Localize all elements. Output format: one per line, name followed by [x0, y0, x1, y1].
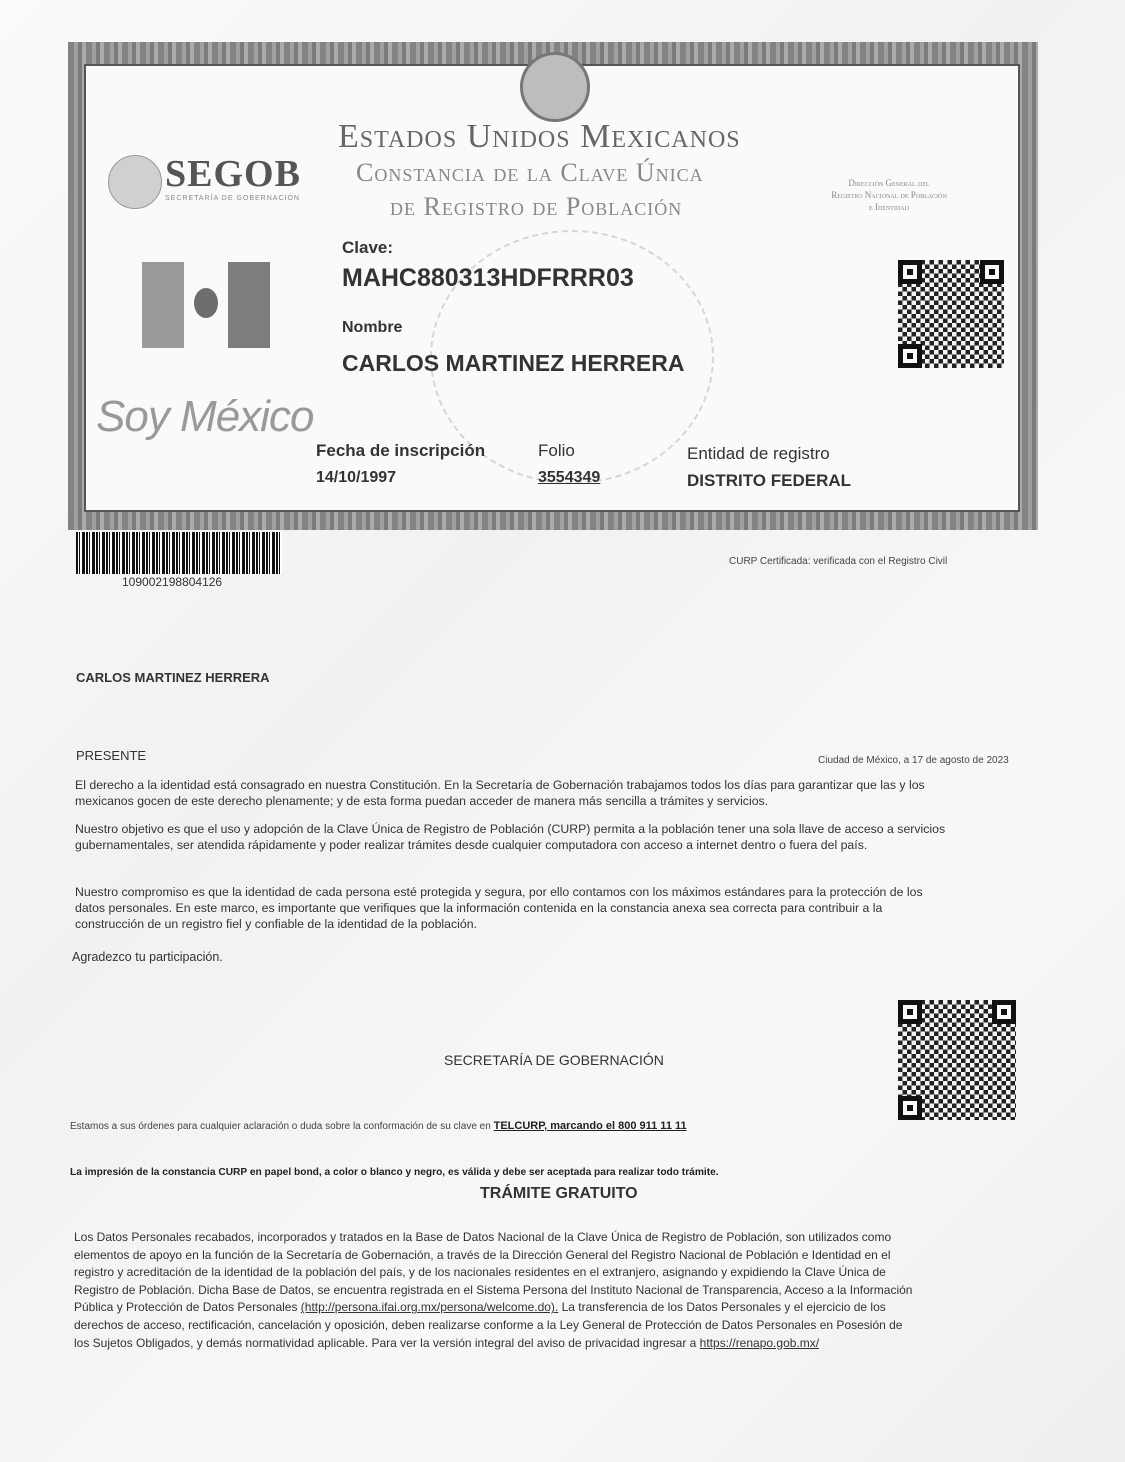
folio-value: 3554349	[538, 469, 601, 486]
privacy-notice	[74, 1229, 1052, 1352]
letter-paragraph-3	[75, 884, 1050, 932]
dgrn-label	[784, 177, 994, 213]
ifai-link[interactable]: (http://persona.ifai.org.mx/persona/welcome.do).	[300, 1300, 559, 1315]
nombre-label: Nombre	[342, 319, 403, 336]
barcode-icon	[76, 532, 282, 574]
barcode-number: 109002198804126	[122, 575, 223, 589]
privacy-line3: registro y acreditación de la identidad de la población del país, y de los nacionales residentes en el extranjero, asignando y expidiendo la Clave Única de	[74, 1265, 886, 1280]
eagle-emblem-icon	[108, 155, 162, 209]
entidad-label: Entidad de registro	[687, 444, 830, 463]
folio-label: Folio	[538, 441, 575, 460]
para3-line2: datos personales. En este marco, es importante que verifiques que la información contenida en la constancia anexa sea correcta para contribuir a la	[75, 901, 883, 915]
letter-signature: SECRETARÍA DE GOBERNACIÓN	[444, 1052, 664, 1068]
privacy-line5-post: La transferencia de los Datos Personales y el ejercicio de los	[558, 1300, 886, 1315]
para1-line1: El derecho a la identidad está consagrado en nuestra Constitución. En la Secretaría de Gobernación trabajamos todos los días para garantizar que las y los	[75, 778, 925, 792]
dgrn-line2: Registro Nacional de Población	[831, 190, 947, 200]
letter-presente: PRESENTE	[76, 748, 147, 763]
privacy-line7-pre: los Sujetos Obligados, y demás normatividad aplicable. Para ver la versión integral del aviso de privacidad ingresar a	[74, 1335, 700, 1350]
letter-recipient: CARLOS MARTINEZ HERRERA	[76, 670, 270, 685]
telcurp-note	[70, 1120, 687, 1132]
entidad-value: DISTRITO FEDERAL	[687, 471, 852, 490]
soy-mexico-slogan: Soy México	[96, 392, 314, 441]
fecha-label: Fecha de inscripción	[316, 441, 486, 460]
mexican-flag-icon	[142, 262, 270, 348]
validity-note: La impresión de la constancia CURP en papel bond, a color o blanco y negro, es válida y debe ser aceptada para realizar todo trámite.	[70, 1167, 719, 1178]
document-title-line2: de Registro de Población	[390, 192, 683, 221]
renapo-link[interactable]: https://renapo.gob.mx/	[699, 1335, 820, 1350]
para2-line2: gubernamentales, ser atendida rápidamente y poder realizar trámites desde cualquier computadora con acceso a internet dentro o fuera del país.	[75, 838, 868, 852]
segob-logo: SEGOB	[165, 153, 301, 195]
qr-code-icon	[898, 260, 1004, 368]
telcurp-phone: TELCURP, marcando el 800 911 11 11	[493, 1120, 687, 1132]
letter-paragraph-2	[75, 821, 1050, 853]
nombre-value: CARLOS MARTINEZ HERRERA	[342, 350, 685, 376]
free-procedure-label: TRÁMITE GRATUITO	[480, 1185, 638, 1202]
privacy-line4: Registro de Población. Dicha Base de Datos, se encuentra registrada en el Sistema Persona del Instituto Nacional de Transparencia, Acceso a la Información	[74, 1282, 913, 1297]
privacy-line5-pre: Pública y Protección de Datos Personales	[74, 1300, 301, 1315]
national-seal-icon	[520, 52, 590, 122]
privacy-line2: elementos de apoyo en la función de la Secretaría de Gobernación, a través de la Dirección General del Registro Nacional de Población e Identidad en el	[74, 1247, 891, 1262]
para1-line2: mexicanos gocen de este derecho plenamente; y de esta forma puedan acceder de manera más sencilla a trámites y servicios.	[75, 794, 769, 808]
para3-line3: construcción de un registro fiel y confiable de la identidad de la población.	[75, 917, 477, 931]
document-title-line1: Constancia de la Clave Única	[356, 158, 704, 187]
privacy-line1: Los Datos Personales recabados, incorporados y tratados en la Base de Datos Nacional de la Clave Única de Registro de Población, son utilizados como	[74, 1230, 892, 1244]
dgrn-line3: e Identidad	[869, 202, 909, 212]
letter-thanks: Agradezco tu participación.	[72, 950, 223, 964]
qr-code-secondary-icon	[898, 1000, 1016, 1120]
segob-logo-subtitle: SECRETARÍA DE GOBERNACIÓN	[165, 195, 300, 202]
letter-place-date: Ciudad de México, a 17 de agosto de 2023	[818, 755, 1009, 766]
privacy-line6: derechos de acceso, rectificación, cancelación y oposición, deben realizarse conforme a la Ley General de Protección de Datos Personales en Posesión de	[74, 1317, 903, 1332]
privacy-line5	[74, 1299, 1052, 1317]
letter-paragraph-1	[75, 777, 1050, 809]
telcurp-prefix: Estamos a sus órdenes para cualquier aclaración o duda sobre la conformación de su clave en	[70, 1121, 494, 1132]
privacy-line7	[74, 1335, 1052, 1353]
para3-line1: Nuestro compromiso es que la identidad de cada persona esté protegida y segura, por ello contamos con los máximos estándares para la protección de los	[75, 885, 923, 899]
fecha-value: 14/10/1997	[316, 469, 397, 486]
clave-label: Clave:	[342, 238, 394, 257]
dgrn-line1: Dirección General del	[848, 178, 930, 188]
curp-certified-note: CURP Certificada: verificada con el Registro Civil	[729, 556, 948, 567]
para2-line1: Nuestro objetivo es que el uso y adopción de la Clave Única de Registro de Población (CURP) permita a la población tener una sola llave de acceso a servicios	[75, 822, 946, 836]
clave-value: MAHC880313HDFRRR03	[342, 264, 634, 292]
country-title: Estados Unidos Mexicanos	[338, 118, 741, 155]
